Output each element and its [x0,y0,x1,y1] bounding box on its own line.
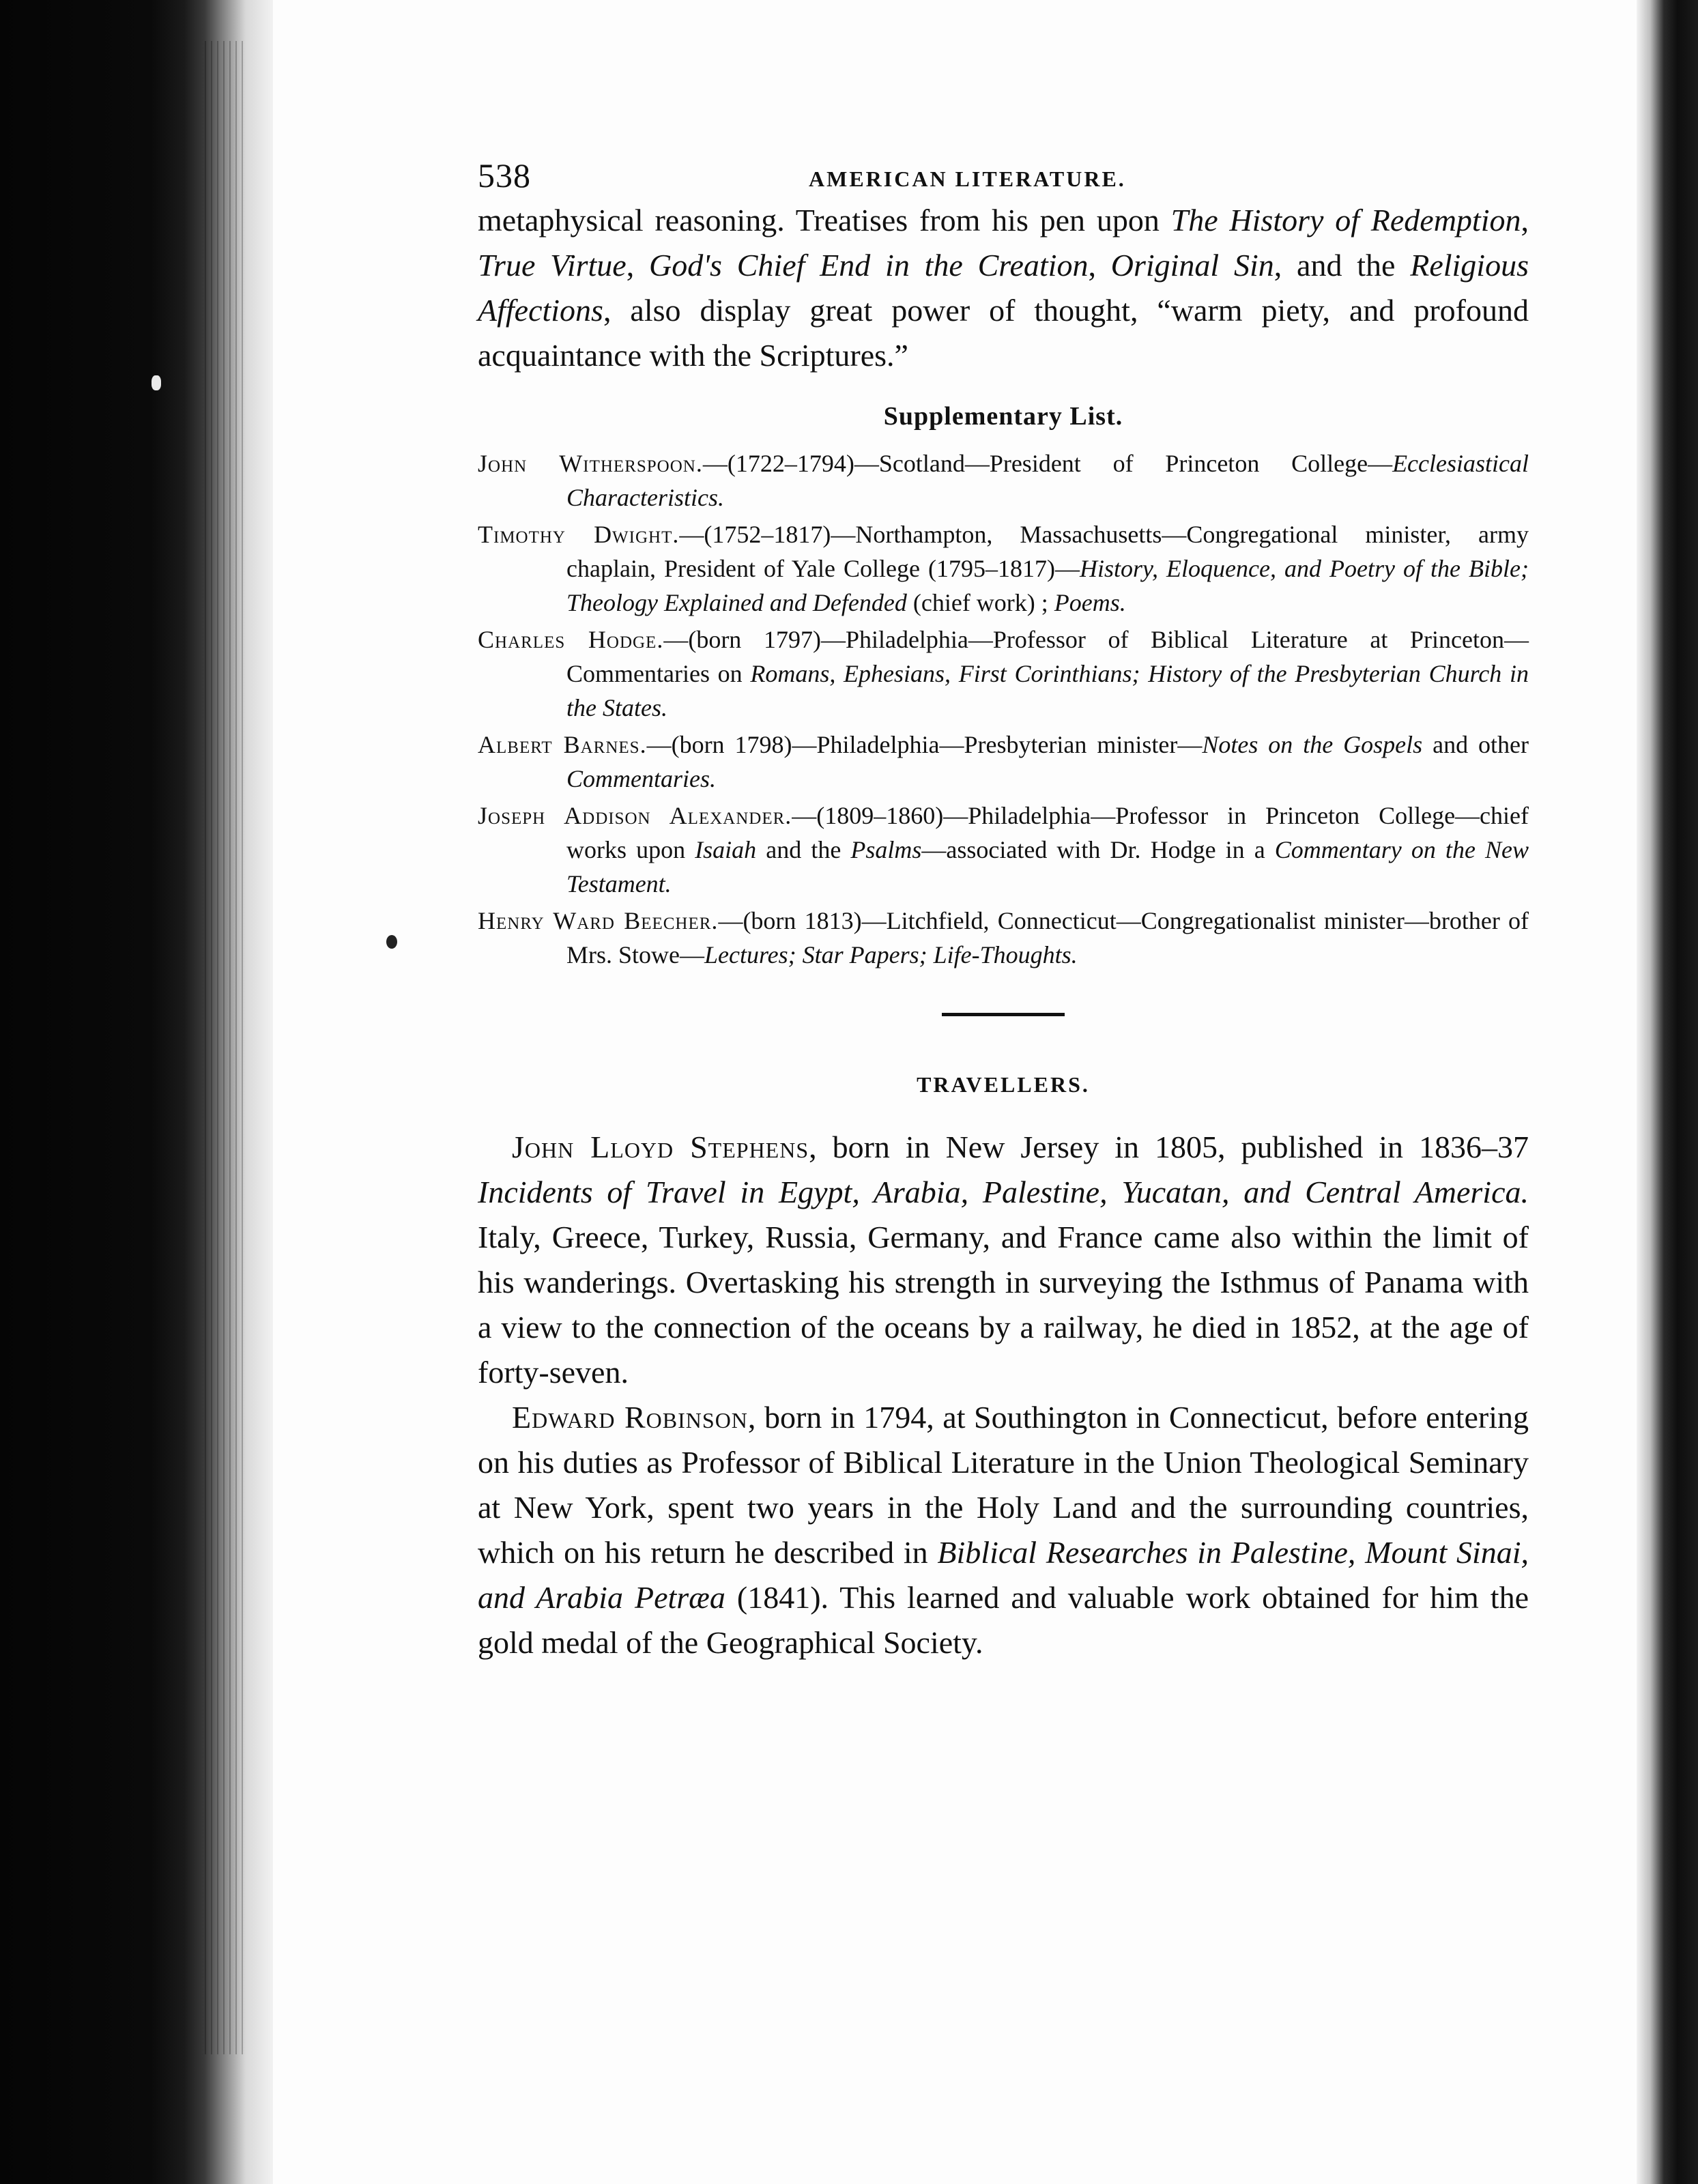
text-run: , born in New Jersey in 1805, published in 1836–37 [809,1130,1529,1164]
entry-name: Joseph Addison Alexander. [478,802,792,829]
entry-name: Charles Hodge. [478,626,664,653]
work-title: History, Eloquence, and Poetry of the Bible; Theology Explained and Defended [566,555,1529,616]
entry-text: —associated with Dr. Hodge in a [921,836,1275,863]
work-title: The History of Redemption [1170,203,1521,238]
list-item [478,622,1529,725]
running-head-title: AMERICAN LITERATURE. [809,167,1126,191]
travellers-section [478,1125,1529,1665]
right-page-edge [1637,0,1698,2184]
supplementary-list [478,446,1529,972]
entry-name: John Witherspoon. [478,450,703,477]
work-title: Poems. [1054,589,1126,616]
list-item [478,904,1529,972]
entry-name: Henry Ward Beecher. [478,907,719,934]
work-title: Religious Affections [478,248,1529,328]
work-title: Isaiah [695,836,757,863]
entry-text: —(1722–1794)—Scotland—President of Princeton College— [702,450,1393,477]
entry-name: Albert Barnes. [478,731,647,758]
text-run: , also display great power of thought, “warm piety, and profound acquaintance with the Scriptures.” [478,293,1529,373]
work-title: God's Chief End in the Creation [649,248,1089,283]
person-name: John Lloyd Stephens [512,1130,809,1164]
page-number: 538 [478,156,531,195]
work-title: Ecclesiastical Characteristics. [566,450,1529,511]
list-item [478,517,1529,620]
text-run: Italy, Greece, Turkey, Russia, Germany, and France came also within the limit of his wanderings. Overtasking his strength in surveying the Isthmus of Panama with a view to the connection of the oceans by a railway, he died in 1852, at the age of forty-seven. [478,1220,1529,1390]
work-title: True Virtue [478,248,627,283]
entry-text: —(born 1797)—Philadelphia—Professor of Biblical Literature at Princeton—Commentaries on [566,626,1529,687]
work-title: Incidents of Travel in Egypt, Arabia, Palestine, Yucatan, and Central America. [478,1175,1529,1209]
text-run: metaphysical reasoning. Treatises from his pen upon [478,203,1171,238]
entry-text: (chief work) ; [906,589,1054,616]
travellers-heading: TRAVELLERS. [917,1072,1090,1097]
scan-mark [152,375,161,390]
entry-name: Timothy Dwight. [478,521,680,548]
text-run: , [1521,203,1529,238]
work-title: Commentary on the New Testament. [566,836,1529,897]
page-content [478,136,1529,1665]
text-run: , born in 1794, at Southington in Connecticut, before entering on his duties as Professor of Biblical Literature in the Union Theological Seminary at New York, spent two years in the Holy Land and the surrounding countries, which on his return he described in [478,1400,1529,1570]
work-title: Biblical Researches in Palestine, Mount Sinai, and Arabia Petræa [478,1535,1529,1615]
work-title: Lectures; Star Papers; Life-Thoughts. [704,941,1078,968]
paragraph-stephens [478,1125,1529,1395]
section-divider [942,1013,1065,1016]
text-run: , and the [1274,248,1411,283]
work-title: Notes on the Gospels [1202,731,1423,758]
running-head [478,136,1529,198]
text-run: , [626,248,649,283]
entry-text: and other [1422,731,1529,758]
text-run: , [1088,248,1111,283]
person-name: Edward Robinson [512,1400,748,1435]
list-item [478,728,1529,796]
page-edges [205,41,246,2054]
entry-text: —(1809–1860)—Philadelphia—Professor in Princeton College—chief works upon [566,802,1529,863]
entry-text: and the [756,836,851,863]
list-item [478,799,1529,901]
paragraph-robinson [478,1395,1529,1665]
work-title: Psalms [850,836,922,863]
entry-text: —(born 1798)—Philadelphia—Presbyterian minister— [646,731,1203,758]
supplementary-heading: Supplementary List. [883,402,1123,431]
opening-paragraph [478,198,1529,378]
work-title: Romans, Ephesians, First Corinthians; History of the Presbyterian Church in the States. [566,660,1529,721]
ink-spot [386,935,397,949]
text-run: (1841). This learned and valuable work obtained for him the gold medal of the Geographical Society. [478,1580,1529,1660]
entry-text: —(1752–1817)—Northampton, Massachusetts—Congregational minister, army chaplain, President of Yale College (1795–1817)— [566,521,1529,582]
list-item [478,446,1529,515]
entry-text: —(born 1813)—Litchfield, Connecticut—Congregationalist minister—brother of Mrs. Stowe— [566,907,1529,968]
work-title: Commentaries. [566,765,716,792]
work-title: Original Sin [1110,248,1274,283]
